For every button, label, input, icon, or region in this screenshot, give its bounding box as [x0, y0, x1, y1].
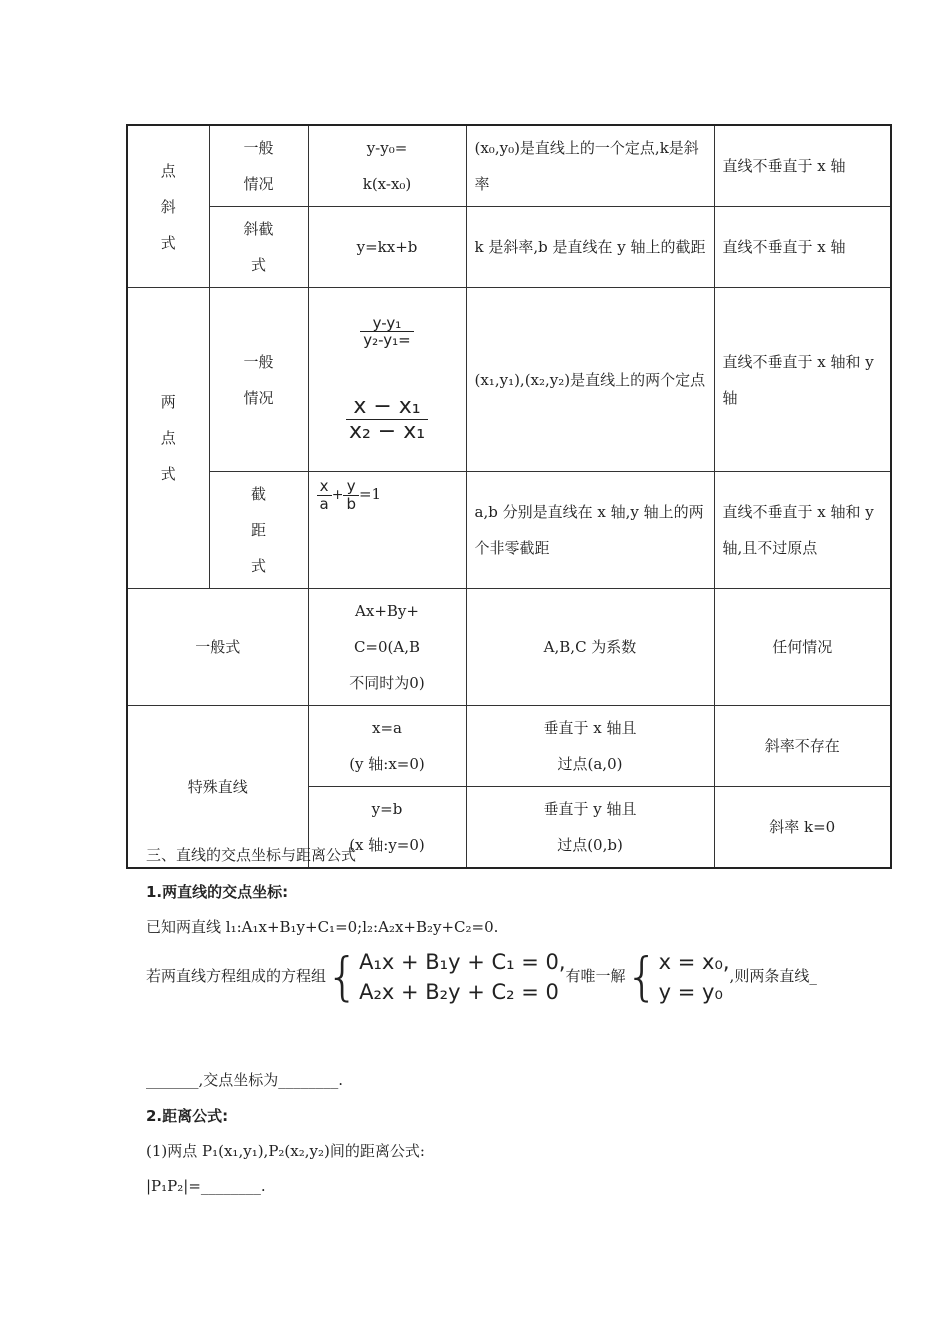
general-form-condition: 任何情况: [714, 589, 891, 706]
fraction-denominator: a: [319, 494, 329, 513]
point-slope-formula: [308, 125, 466, 207]
equation-system: [326, 947, 566, 1008]
intercept-form-condition: 直线不垂直于 x 轴和 y 轴,且不过原点: [714, 472, 891, 589]
section3-heading: 三、直线的交点坐标与距离公式: [146, 846, 357, 864]
fraction-denominator: x₂ − x₁: [348, 419, 426, 444]
two-point-condition: 直线不垂直于 x 轴和 y 轴: [714, 288, 891, 472]
slope-intercept-condition: 直线不垂直于 x 轴: [714, 207, 891, 288]
intercept-form-tail: =1: [358, 485, 382, 503]
two-point-formula: [308, 288, 466, 472]
solution-system: [626, 947, 730, 1008]
special-x-formula: x=a (y 轴:x=0): [308, 706, 466, 787]
two-point-fraction-large: [346, 395, 428, 444]
special-x-condition: 斜率不存在: [714, 706, 891, 787]
x-over-a-fraction: [317, 478, 332, 512]
special-lines-name: 特殊直线: [127, 706, 308, 869]
special-y-formula: y=b (x 轴:y=0): [308, 787, 466, 869]
slope-intercept-formula: y=kx+b: [308, 207, 466, 288]
y-over-b-fraction: [343, 478, 359, 512]
fraction-numerator: y-y₁: [360, 315, 414, 333]
unique-solution-text: 有唯一解: [565, 967, 626, 985]
general-form-formula: Ax+By+ C=0(A,B 不同时为0): [308, 589, 466, 706]
intercept-form-name: 截 距 式: [209, 472, 308, 589]
solution-1: x = x₀,: [658, 950, 730, 975]
point-slope-formula-l2: k(x-x₀): [362, 175, 412, 193]
solution-2: y = y₀: [658, 980, 723, 1005]
line-equation-table: [126, 124, 892, 869]
left-brace: {: [625, 947, 659, 1008]
then-text: ,则两条直线_: [729, 967, 817, 985]
two-point-fraction-small: [360, 315, 414, 349]
equation-1: A₁x + B₁y + C₁ = 0,: [359, 950, 566, 975]
slope-intercept-name: 斜截 式: [209, 207, 308, 288]
intersection-blank-line: _______,交点坐标为________.: [146, 1071, 344, 1089]
intercept-form-formula: $\frac{x}{a}$ + $\frac{y}{b}$ =1: [308, 472, 466, 589]
point-slope-meaning: (x₀,y₀)是直线上的一个定点,k是斜率: [466, 125, 714, 207]
intercept-form-meaning: a,b 分别是直线在 x 轴,y 轴上的两个非零截距: [466, 472, 714, 589]
two-point-group: 两 点 式: [127, 288, 209, 589]
fraction-denominator: b: [346, 494, 356, 513]
two-point-meaning: (x₁,y₁),(x₂,y₂)是直线上的两个定点: [466, 288, 714, 472]
distance-formula-text: (1)两点 P₁(x₁,y₁),P₂(x₂,y₂)间的距离公式:: [146, 1142, 425, 1160]
fraction-numerator: y: [343, 478, 359, 496]
left-brace: {: [326, 947, 360, 1008]
special-x-meaning: 垂直于 x 轴且 过点(a,0): [466, 706, 714, 787]
point-slope-general-name: 一般 情况: [209, 125, 308, 207]
fraction-numerator: x: [317, 478, 332, 496]
fraction-numerator: x − x₁: [346, 395, 428, 420]
subheading-distance: 2.距离公式:: [146, 1107, 229, 1125]
special-y-meaning: 垂直于 y 轴且 过点(0,b): [466, 787, 714, 869]
two-point-general-name: 一般 情况: [209, 288, 308, 472]
general-form-name: 一般式: [127, 589, 308, 706]
system-sentence: [146, 946, 817, 1007]
slope-intercept-meaning: k 是斜率,b 是直线在 y 轴上的截距: [466, 207, 714, 288]
subheading-intersection: 1.两直线的交点坐标:: [146, 883, 289, 901]
point-slope-formula-l1: y-y₀=: [366, 139, 408, 157]
point-slope-group: 点 斜 式: [127, 125, 209, 288]
system-prefix: 若两直线方程组成的方程组: [146, 967, 327, 985]
equation-2: A₂x + B₂y + C₂ = 0: [359, 980, 559, 1005]
special-y-condition: 斜率 k=0: [714, 787, 891, 869]
known-lines-text: 已知两直线 l₁:A₁x+B₁y+C₁=0;l₂:A₂x+B₂y+C₂=0.: [146, 918, 499, 936]
distance-blank: |P₁P₂|=________.: [146, 1177, 266, 1195]
fraction-denominator: y₂-y₁=: [363, 331, 411, 350]
point-slope-condition: 直线不垂直于 x 轴: [714, 125, 891, 207]
general-form-meaning: A,B,C 为系数: [466, 589, 714, 706]
